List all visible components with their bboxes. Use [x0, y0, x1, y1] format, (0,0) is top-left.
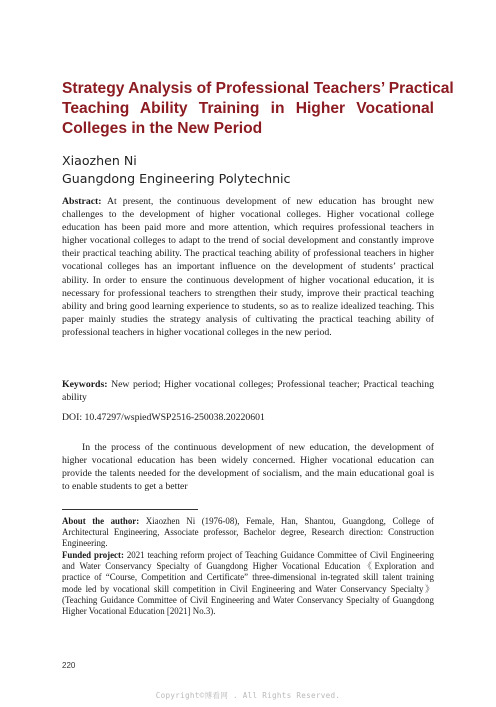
- keywords-label: Keywords:: [62, 379, 108, 390]
- article-title: [62, 79, 454, 139]
- author-affiliation: Guangdong Engineering Polytechnic: [62, 171, 291, 186]
- abstract-text: At present, the continuous development of new education has brought new challenges to the development of higher vocational colleges. Higher vocational college education has been paid more and more attention, which requires professional teachers in higher vocational colleges to adapt to the trend of social development and constantly improve their practical teaching ability. The practical teaching ability of professional teachers in higher vocational colleges has an important influence on the development of students’ practical ability. In order to ensure the continuous development of higher vocational education, it is necessary for professional teachers to strengthen their study, improve their practical teaching ability and bring good learning experience to students, so as to realize idealized teaching. This paper mainly studies the strategy analysis of cultivating the practical teaching ability of professional teachers in higher vocational colleges in the new period.: [62, 196, 434, 338]
- keywords-text: New period; Higher vocational colleges; Professional teacher; Practical teaching ability: [62, 379, 434, 404]
- footnote-funding: [62, 550, 434, 617]
- footnote-author-label: About the author:: [62, 516, 140, 526]
- doi: DOI: 10.47297/wspiedWSP2516-250038.20220601: [62, 412, 265, 423]
- footnote-author-text: Xiaozhen Ni (1976-08), Female, Han, Shantou, Guangdong, College of Architectural Engineering, Associate professor, Bachelor degree, Research direction: Construction Engineering.: [62, 516, 434, 549]
- title-line: Teaching Ability Training in Higher Vocational: [62, 100, 434, 117]
- title-line: Colleges in the New Period: [62, 120, 263, 137]
- abstract-label: Abstract:: [62, 196, 102, 207]
- keywords: [62, 378, 434, 404]
- body-paragraph: In the process of the continuous development of new education, the development of higher vocational education has been widely concerned. Higher vocational education can provide the talents needed for the development of socialism, and the main educational goal is to enable students to get a better: [62, 442, 434, 493]
- footnote-funding-text: 2021 teaching reform project of Teaching Guidance Committee of Civil Engineering and Water Conservancy Specialty of Guangdong Higher Vocational Education《Exploration and practice of “Course, Competition and Certificate” three-dimensional in-tegrated skill talent training mode led by vocational skill competition in Civil Engineering and Water Conservancy Specialty》(Teaching Guidance Committee of Civil Engineering and Water Conservancy Specialty of Guangdong Higher Vocational Education [2021] No.3).: [62, 550, 434, 617]
- copyright-watermark: Copyright©博看网 . All Rights Reserved.: [155, 691, 341, 700]
- abstract: [62, 195, 434, 339]
- page-number: 220: [62, 661, 76, 670]
- author-name: Xiaozhen Ni: [62, 153, 137, 168]
- title-line: Strategy Analysis of Professional Teachers’ Practical: [62, 80, 454, 97]
- footnote-author: [62, 516, 434, 550]
- footnote-funding-label: Funded project:: [62, 550, 124, 560]
- footnote-divider: [62, 509, 198, 510]
